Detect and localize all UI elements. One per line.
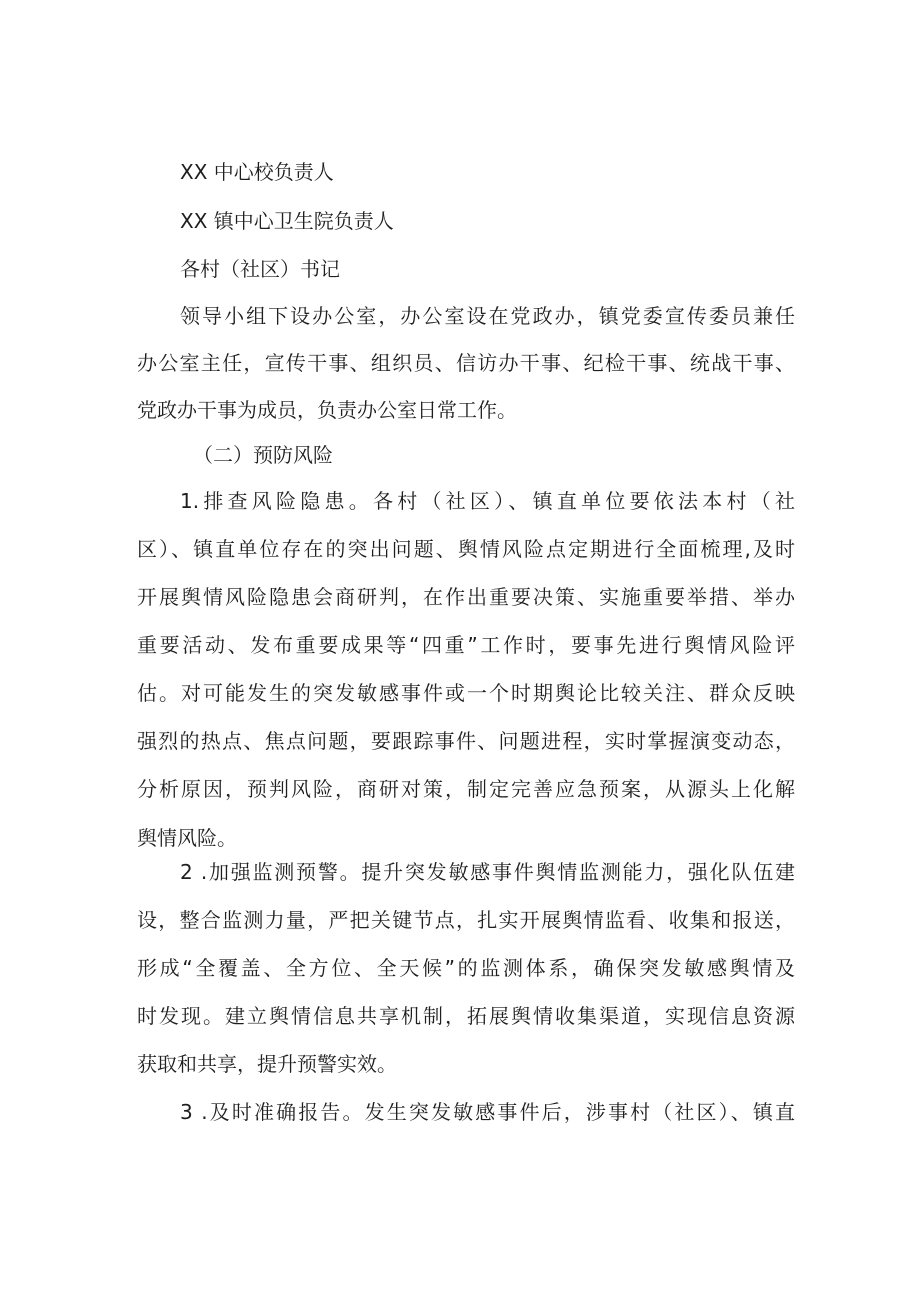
paragraph-line: 舆情风险。 (137, 826, 237, 850)
paragraph-line: 分析原因，预判风险，商研对策，制定完善应急预案，从源头上化解 (137, 777, 795, 801)
paragraph-line: 形成“全覆盖、全方位、全天候”的监测体系，确保突发敏感舆情及 (137, 956, 795, 980)
paragraph-line: 获取和共享，提升预警实效。 (137, 1052, 397, 1076)
paragraph-line: 党政办干事为成员，负责办公室日常工作。 (137, 398, 517, 422)
member-line: XX 中心校负责人 (180, 160, 334, 184)
paragraph-line: 办公室主任，宣传干事、组织员、信访办干事、纪检干事、统战干事、 (137, 351, 795, 375)
paragraph-line: 1.排查风险隐患。各村（社区）、镇直单位要依法本村（社 (180, 489, 795, 513)
paragraph-line: 设，整合监测力量，严把关键节点，扎实开展舆情监看、收集和报送， (137, 908, 795, 932)
paragraph-line: 时发现。建立舆情信息共享机制，拓展舆情收集渠道，实现信息资源 (137, 1004, 795, 1028)
member-line: 各村（社区）书记 (180, 257, 340, 281)
section-heading: （二）预防风险 (193, 443, 333, 467)
paragraph-line: 2 .加强监测预警。提升突发敏感事件舆情监测能力，强化队伍建 (180, 860, 795, 884)
member-line: XX 镇中心卫生院负责人 (180, 209, 394, 233)
paragraph-line: 强烈的热点、焦点问题，要跟踪事件、问题进程，实时掌握演变动态， (137, 729, 795, 753)
paragraph-line: 3 .及时准确报告。发生突发敏感事件后，涉事村（社区）、镇直 (180, 1100, 795, 1124)
paragraph-line: 重要活动、发布重要成果等“四重”工作时，要事先进行舆情风险评 (137, 633, 795, 657)
paragraph-line: 开展舆情风险隐患会商研判，在作出重要决策、实施重要举措、举办 (137, 585, 795, 609)
paragraph-line: 区）、镇直单位存在的突出问题、舆情风险点定期进行全面梳理,及时 (137, 537, 795, 561)
paragraph-line: 估。对可能发生的突发敏感事件或一个时期舆论比较关注、群众反映 (137, 681, 795, 705)
paragraph-line: 领导小组下设办公室，办公室设在党政办，镇党委宣传委员兼任 (180, 304, 795, 328)
